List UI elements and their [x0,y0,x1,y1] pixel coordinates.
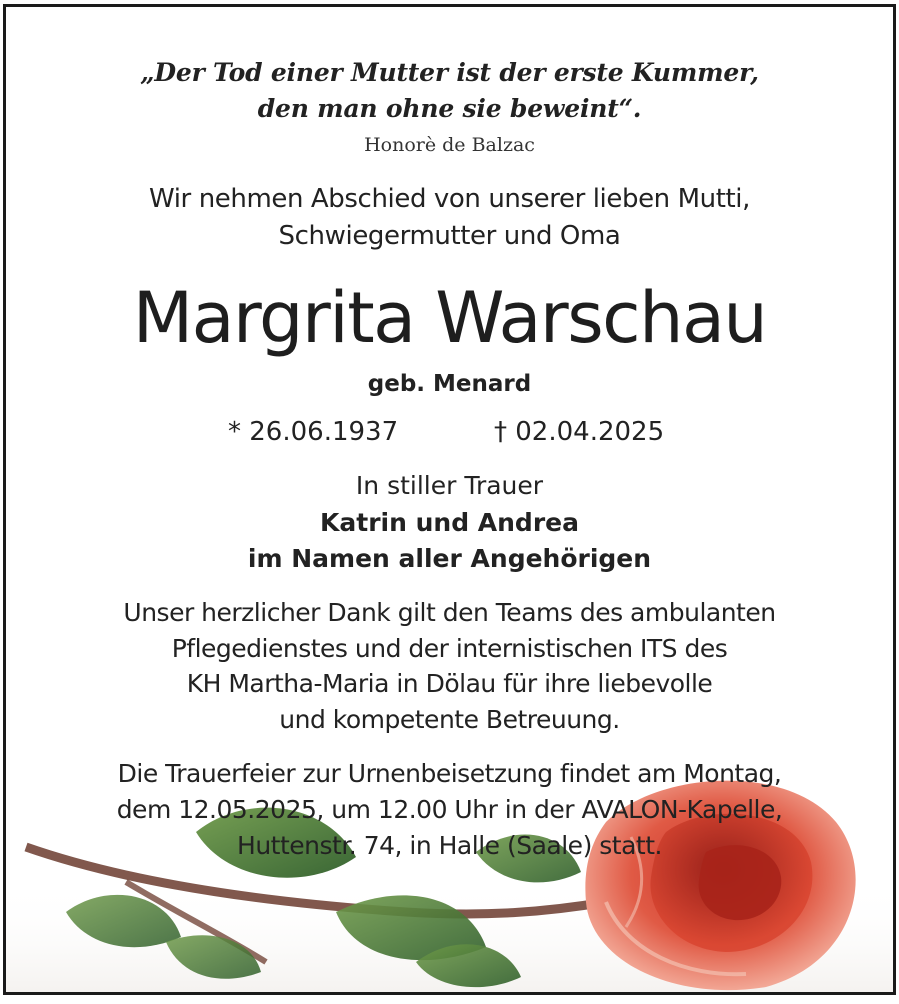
intro-line-2: Schwiegermutter und Oma [278,221,621,251]
deceased-name: Margrita Warschau [132,277,767,359]
quote-line-2: den man ohne sie beweint“. [257,94,642,123]
ceremony-line-1: Die Trauerfeier zur Urnenbeisetzung findet am Montag, [117,759,782,788]
ceremony-line-3: Huttenstr. 74, in Halle (Saale) statt. [237,831,662,860]
thanks-line-3: KH Martha-Maria in Dölau für ihre liebevolle [186,669,713,698]
thanks-line-1: Unser herzlicher Dank gilt den Teams des ambulanten [123,598,776,627]
thanks-line-4: und kompetente Betreuung. [279,705,620,734]
quote-author: Honorè de Balzac [364,134,535,156]
mourning-intro: In stiller Trauer [355,471,544,500]
death-date: † 02.04.2025 [494,417,665,447]
mourner-names: Katrin und Andrea [320,508,579,537]
mourner-family: im Namen aller Angehörigen [247,544,652,573]
obituary-notice [3,4,896,995]
intro-line-1: Wir nehmen Abschied von unserer lieben Mutti, [148,184,750,214]
ceremony-line-2: dem 12.05.2025, um 12.00 Uhr in der AVALON-Kapelle, [116,795,783,824]
quote-line-1: „Der Tod einer Mutter ist der erste Kummer, [140,58,759,87]
birth-date: * 26.06.1937 [228,417,399,447]
maiden-name: geb. Menard [367,371,532,397]
thanks-line-2: Pflegedienstes und der internistischen ITS des [171,634,728,663]
